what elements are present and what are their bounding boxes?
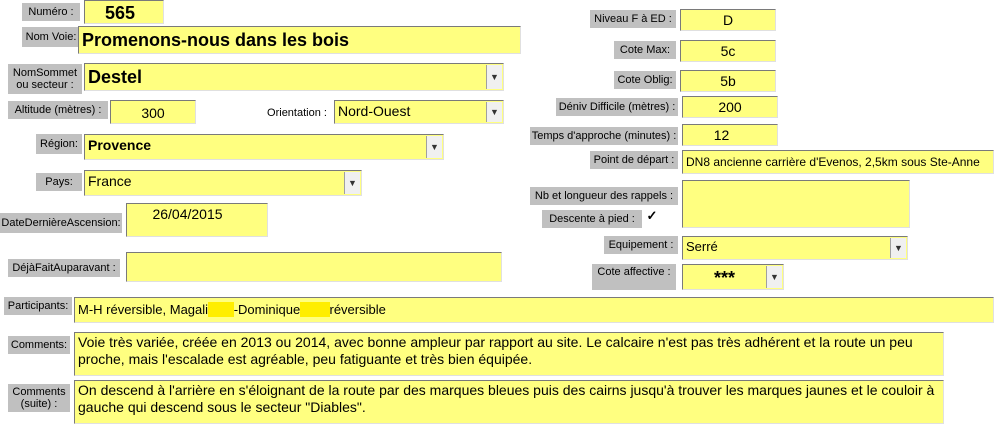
- cote-affective-label: Cote affective :: [592, 264, 676, 290]
- orientation-label: Orientation :: [267, 107, 327, 119]
- numero-label: Numéro :: [22, 3, 80, 21]
- participants-highlight-1: [208, 302, 234, 317]
- participants-text-3: réversible: [329, 302, 386, 317]
- niveau-field[interactable]: D: [680, 9, 776, 31]
- rappels-label: Nb et longueur des rappels :: [530, 187, 678, 205]
- cote-max-field[interactable]: 5c: [680, 40, 776, 62]
- rappels-field[interactable]: [682, 180, 910, 228]
- cote-affective-combo[interactable]: [682, 264, 784, 290]
- cote-max-label: Cote Max:: [614, 41, 676, 59]
- pays-label: Pays:: [36, 173, 82, 191]
- participants-text-2: -Dominique: [233, 302, 301, 317]
- chevron-down-icon[interactable]: ▼: [890, 238, 906, 258]
- temps-approche-label: Temps d'approche (minutes) :: [530, 127, 678, 145]
- chevron-down-icon[interactable]: ▼: [486, 102, 502, 122]
- participants-highlight-2: [300, 302, 329, 317]
- altitude-field[interactable]: 300: [110, 100, 196, 124]
- comments-suite-label-l1: Comments: [12, 386, 66, 398]
- chevron-down-icon[interactable]: ▼: [766, 266, 782, 288]
- comments-suite-field[interactable]: On descend à l'arrière en s'éloignant de la route par des marques bleues puis des cairns jusqu'à trouver les marques jaunes et le couloir à gauche qui descend sous le secteur "Diables".: [74, 380, 944, 424]
- nom-voie-field[interactable]: Promenons-nous dans les bois: [78, 26, 521, 54]
- deja-fait-field[interactable]: [126, 252, 502, 282]
- chevron-down-icon[interactable]: ▼: [486, 65, 502, 89]
- comments-field[interactable]: Voie très variée, créée en 2013 ou 2014, avec bonne ampleur par rapport au site. Le calcaire n'est pas très adhérent et la route un peu proche, mais l'escalade est agréable, peu fatiguante et très bien équipée.: [74, 332, 944, 376]
- orientation-value: Nord-Ouest: [338, 103, 411, 119]
- nom-voie-label: Nom Voie:: [22, 27, 80, 47]
- equipement-value: Serré: [686, 239, 718, 254]
- temps-approche-field[interactable]: 12: [682, 124, 778, 146]
- nom-sommet-label-l1: NomSommet: [12, 67, 78, 79]
- participants-label: Participants:: [4, 297, 72, 315]
- nom-sommet-label: [8, 64, 82, 94]
- comments-suite-label: [8, 384, 70, 412]
- chevron-down-icon[interactable]: ▼: [344, 172, 360, 194]
- numero-field[interactable]: 565: [84, 0, 164, 24]
- nom-sommet-value: Destel: [88, 67, 143, 87]
- region-label: Région:: [36, 134, 82, 154]
- equipement-label: Equipement :: [604, 236, 678, 254]
- nom-sommet-label-l2: ou secteur :: [16, 79, 74, 91]
- region-value: Provence: [88, 137, 152, 153]
- deja-fait-label: DéjàFaitAuparavant :: [8, 259, 120, 277]
- nom-sommet-combo[interactable]: [84, 63, 504, 91]
- deniv-field[interactable]: 200: [682, 96, 778, 118]
- date-derniere-field[interactable]: 26/04/2015: [126, 203, 268, 237]
- descente-label: Descente à pied :: [542, 210, 642, 228]
- comments-label: Comments:: [8, 336, 70, 354]
- altitude-label: Altitude (mètres) :: [8, 101, 108, 119]
- pays-value: France: [88, 173, 132, 189]
- equipement-combo[interactable]: [682, 236, 908, 260]
- cote-affective-value: ***: [713, 268, 735, 288]
- orientation-combo[interactable]: [334, 100, 504, 124]
- region-combo[interactable]: [84, 134, 444, 160]
- participants-text-1: M-H réversible, Magali: [78, 302, 209, 317]
- participants-field[interactable]: [74, 297, 994, 323]
- date-derniere-label: DateDernièreAscension:: [0, 213, 122, 233]
- comments-suite-label-l2: (suite) :: [20, 398, 58, 410]
- cote-oblig-label: Cote Oblig:: [614, 71, 676, 89]
- descente-checkbox[interactable]: ✓: [646, 208, 658, 223]
- pays-combo[interactable]: [84, 170, 362, 196]
- point-depart-label: Point de départ :: [590, 151, 678, 169]
- niveau-label: Niveau F à ED :: [590, 10, 676, 28]
- deniv-label: Déniv Difficile (mètres) :: [556, 98, 678, 116]
- chevron-down-icon[interactable]: ▼: [426, 136, 442, 158]
- point-depart-field[interactable]: DN8 ancienne carrière d'Evenos, 2,5km sous Ste-Anne: [682, 150, 994, 174]
- cote-oblig-field[interactable]: 5b: [680, 70, 776, 92]
